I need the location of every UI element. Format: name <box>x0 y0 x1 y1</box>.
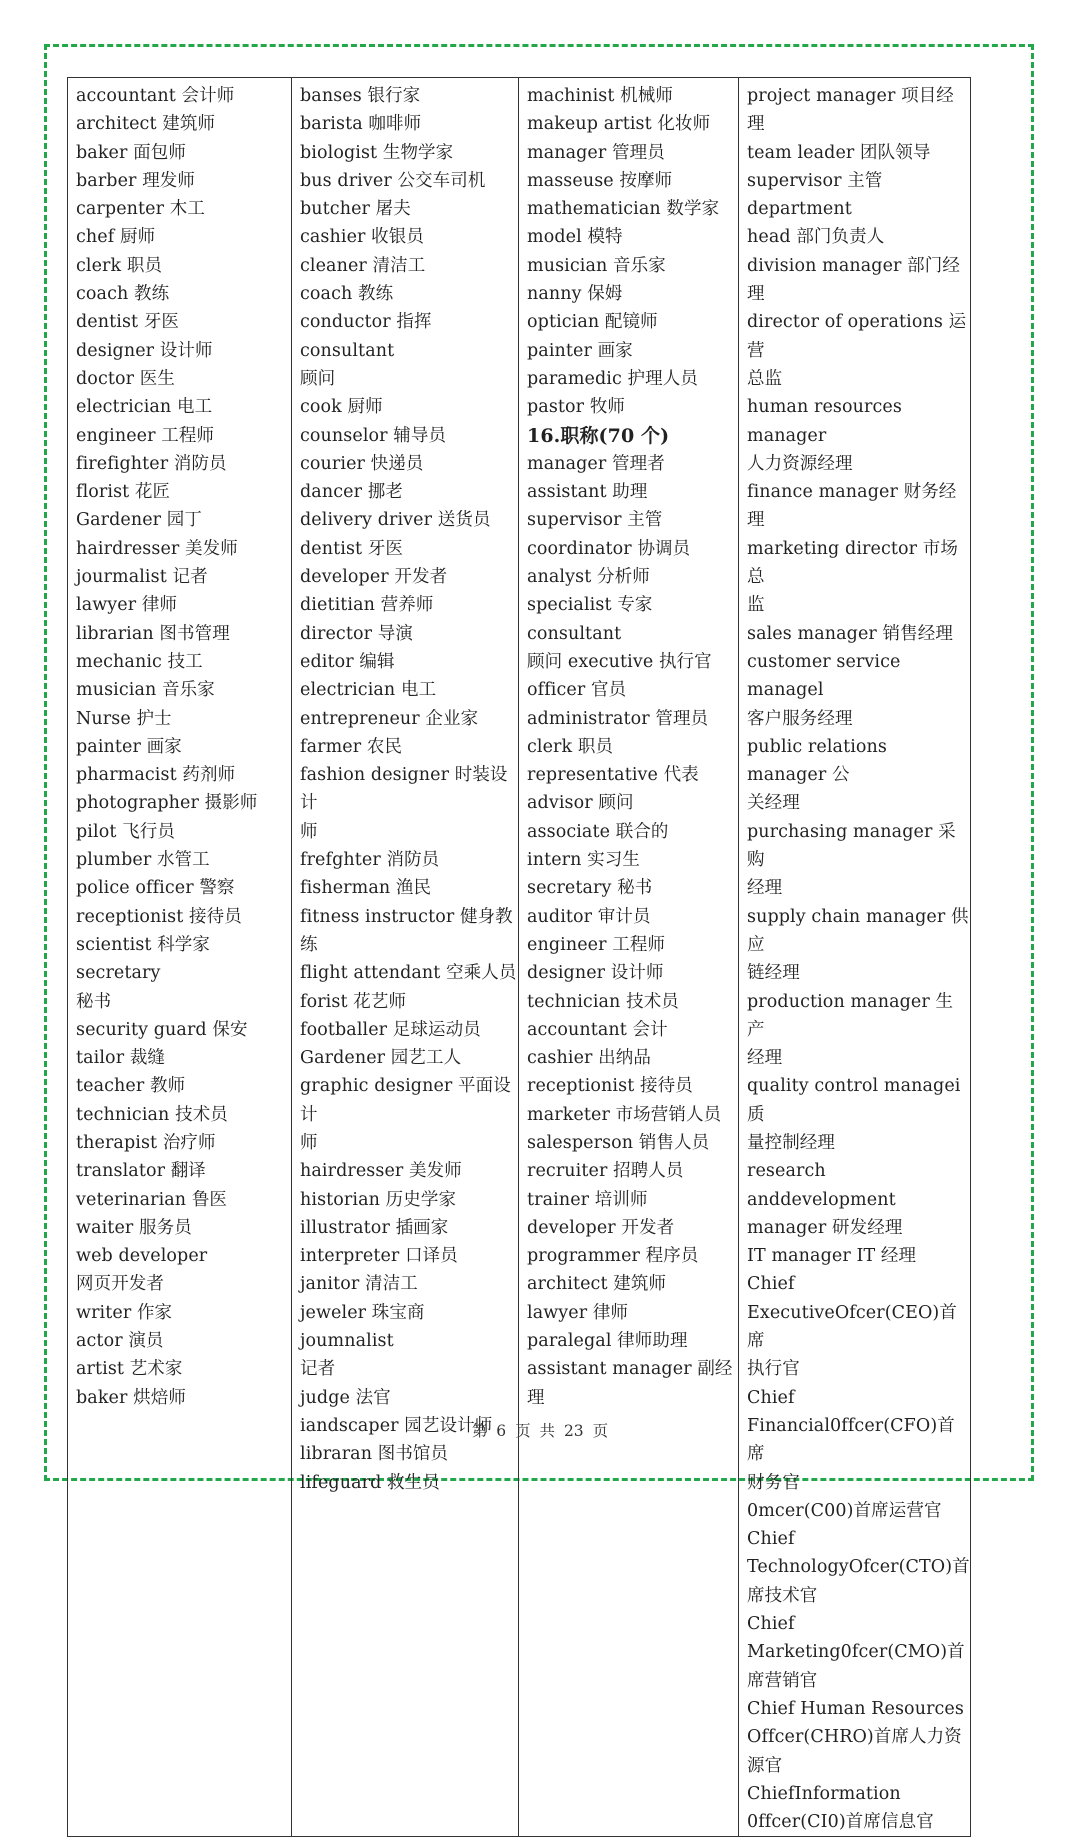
vocab-entry: counselor 辅导员 <box>300 425 447 446</box>
vocab-entry: IT manager IT 经理 <box>747 1246 917 1267</box>
vocab-entry: architect 建筑师 <box>76 114 216 135</box>
vocab-entry: receptionist 接待员 <box>527 1076 693 1097</box>
vocab-entry: 理 <box>747 284 765 305</box>
vocab-entry: supply chain manager 供应 <box>747 906 969 955</box>
vocab-entry: officer 官员 <box>527 680 627 701</box>
page-number-footer: 第 6 页 共 23 页 <box>471 1422 609 1440</box>
vocab-entry: research anddevelopment <box>747 1161 896 1210</box>
vocab-entry: 源官 <box>747 1755 783 1776</box>
vocab-entry: programmer 程序员 <box>527 1246 699 1267</box>
vocab-entry: veterinarian 鲁医 <box>76 1189 228 1210</box>
vocab-entry: iandscaper 园艺设计师 <box>300 1415 493 1436</box>
vocab-entry: paramedic 护理人员 <box>527 368 698 389</box>
vocab-entry: director of operations 运营 <box>747 312 967 361</box>
vocab-entry: baker 烘焙师 <box>76 1387 186 1408</box>
vocab-entry: auditor 审计员 <box>527 906 651 927</box>
vocab-entry: sales manager 销售经理 <box>747 623 953 644</box>
vocab-entry: receptionist 接待员 <box>76 906 242 927</box>
vocab-entry: barber 理发师 <box>76 170 195 191</box>
vocab-entry: farmer 农民 <box>300 736 403 757</box>
vocab-entry: machinist 机械师 <box>527 86 673 106</box>
vocab-entry: secretary 秘书 <box>527 878 653 899</box>
vocab-entry: bus driver 公交车司机 <box>300 170 486 191</box>
vocab-entry: painter 画家 <box>527 340 633 361</box>
vocab-entry: butcher 屠夫 <box>300 199 411 220</box>
vocab-entry: marketing director 市场总 <box>747 538 958 588</box>
vocab-entry: customer service managel <box>747 651 907 701</box>
vocab-entry: advisor 顾问 <box>527 793 634 814</box>
vocab-entry: 人力资源经理 <box>747 453 853 474</box>
vocab-entry: manager 研发经理 <box>747 1217 903 1238</box>
vocab-entry: intern 实习生 <box>527 850 640 871</box>
vocab-entry: pastor 牧师 <box>527 397 626 418</box>
vocab-entry: footballer 足球运动员 <box>300 1019 481 1040</box>
vocab-entry: quality control managei 质 <box>747 1076 967 1125</box>
vocab-entry: developer 开发者 <box>527 1217 675 1238</box>
vocab-entry: cook 厨师 <box>300 397 383 418</box>
vocab-entry: 量控制经理 <box>747 1132 835 1153</box>
vocab-entry: 关经理 <box>747 793 800 814</box>
vocab-entry: finance manager 财务经理 <box>747 482 957 531</box>
vocab-entry: accountant 会计 <box>527 1019 668 1040</box>
vocab-entry: Chief <box>747 1274 795 1295</box>
vocab-entry: manager 管理者 <box>527 453 665 474</box>
vocab-entry: cashier 出纳品 <box>527 1048 651 1069</box>
vocab-entry: carpenter 木工 <box>76 199 205 220</box>
vocab-entry: dietitian 营养师 <box>300 595 434 616</box>
vocab-entry: Financial0ffcer(CFO)首席 <box>747 1415 955 1465</box>
vocab-entry: web developer <box>76 1246 208 1267</box>
vocab-entry: flight attendant 空乘人员 <box>300 963 517 984</box>
vocab-entry: historian 历史学家 <box>300 1189 457 1210</box>
vocab-entry: trainer 培训师 <box>527 1189 648 1210</box>
vocab-entry: banses 银行家 <box>300 86 421 106</box>
vocab-entry: purchasing manager 采购 <box>747 821 956 871</box>
vocab-entry: interpreter 口译员 <box>300 1246 458 1267</box>
vocab-entry: assistant manager 副经理 <box>527 1359 733 1408</box>
vocab-entry: clerk 职员 <box>76 255 163 276</box>
vocab-entry: 师 <box>300 821 318 842</box>
vocab-entry: 秘书 <box>76 991 112 1012</box>
vocab-entry: recruiter 招聘人员 <box>527 1161 684 1182</box>
vocab-entry: engineer 工程师 <box>76 425 215 446</box>
vocab-entry: baker 面包师 <box>76 142 186 163</box>
vocab-entry: assistant 助理 <box>527 482 648 503</box>
column-jobs-2 <box>292 78 519 1837</box>
vocab-entry: waiter 服务员 <box>76 1217 192 1238</box>
vocab-entry: 席营销官 <box>747 1670 818 1691</box>
vocab-entry: 执行官 <box>747 1359 800 1380</box>
vocab-entry: 师 <box>300 1132 318 1153</box>
vocab-entry: clerk 职员 <box>527 736 614 757</box>
vocab-entry: entrepreneur 企业家 <box>300 708 479 729</box>
vocab-entry: 客户服务经理 <box>747 708 853 729</box>
vocab-entry: janitor 清洁工 <box>300 1274 418 1295</box>
vocab-entry: TechnologyOfcer(CTO)首 <box>747 1557 970 1578</box>
vocab-entry: firefighter 消防员 <box>76 453 227 474</box>
vocab-entry: division manager 部门经 <box>747 255 960 276</box>
vocab-entry: actor 演员 <box>76 1331 164 1352</box>
column-jobs-3 <box>519 78 739 1837</box>
vocab-entry: administrator 管理员 <box>527 708 709 729</box>
vocab-entry: hairdresser 美发师 <box>76 538 238 559</box>
vocab-entry: 监 <box>747 595 765 616</box>
vocab-entry: Nurse 护士 <box>76 708 172 729</box>
vocab-entry: 链经理 <box>747 963 800 984</box>
vocab-entry: electrician 电工 <box>76 397 213 418</box>
vocab-entry: ChiefInformation <box>747 1783 901 1804</box>
vocab-entry: judge 法官 <box>300 1387 391 1408</box>
vocab-entry: 财务官 <box>747 1472 800 1493</box>
vocab-entry: project manager 项目经理 <box>747 86 954 135</box>
vocab-entry: designer 设计师 <box>76 340 213 361</box>
vocab-entry: fitness instructor 健身教 <box>300 906 513 927</box>
vocab-entry: security guard 保安 <box>76 1019 248 1040</box>
table-row <box>68 78 971 1837</box>
vocab-entry: architect 建筑师 <box>527 1274 667 1295</box>
vocab-entry: analyst 分析师 <box>527 567 650 588</box>
vocab-entry: mathematician 数学家 <box>527 199 720 220</box>
vocab-entry: 经理 <box>747 878 783 899</box>
vocab-entry: Offcer(CHRO)首席人力资 <box>747 1727 962 1748</box>
vocab-entry: police officer 警察 <box>76 878 235 899</box>
vocab-entry: conductor 指挥 consultant <box>300 312 438 361</box>
vocab-entry: representative 代表 <box>527 765 699 786</box>
vocab-entry: technician 技术员 <box>76 1104 228 1125</box>
vocab-entry: Chief Human Resources <box>747 1698 964 1719</box>
vocab-entry: frefghter 消防员 <box>300 850 440 871</box>
vocab-entry: masseuse 按摩师 <box>527 170 673 191</box>
column-titles <box>739 78 971 1837</box>
vocab-entry: lifeguard 救生员 <box>300 1472 440 1493</box>
vocab-entry: chef 厨师 <box>76 227 156 248</box>
vocab-entry: lawyer 律师 <box>76 595 178 616</box>
vocab-entry: 席技术官 <box>747 1585 818 1606</box>
vocab-entry: optician 配镜师 <box>527 312 658 333</box>
vocab-entry: dentist 牙医 <box>300 538 404 559</box>
vocab-entry: 练 <box>300 934 318 955</box>
vocab-entry: photographer 摄影师 <box>76 793 258 814</box>
vocab-entry: cleaner 清洁工 <box>300 255 426 276</box>
vocab-entry: Marketing0fcer(CMO)首 <box>747 1642 965 1663</box>
vocab-entry: ExecutiveOfcer(CEO)首席 <box>747 1302 957 1352</box>
vocab-entry: artist 艺术家 <box>76 1359 183 1380</box>
vocab-entry: mechanic 技工 <box>76 651 203 672</box>
vocab-entry: editor 编辑 <box>300 651 395 672</box>
vocab-entry: Chief <box>747 1387 795 1408</box>
vocab-entry: director 导演 <box>300 623 413 644</box>
vocab-entry: forist 花艺师 <box>300 991 407 1012</box>
vocab-entry: teacher 教师 <box>76 1076 186 1097</box>
vocab-entry: nanny 保姆 <box>527 284 623 305</box>
vocab-entry: dentist 牙医 <box>76 312 180 333</box>
vocab-entry: 0ffcer(CI0)首席信息官 <box>747 1812 934 1833</box>
column-jobs-1 <box>68 78 292 1837</box>
vocab-entry: librarian 图书管理 <box>76 623 230 644</box>
vocab-entry: translator 翻译 <box>76 1161 206 1182</box>
vocab-entry: dancer 挪老 <box>300 482 403 503</box>
vocab-entry: libraran 图书馆员 <box>300 1444 449 1465</box>
vocab-entry: marketer 市场营销人员 <box>527 1104 722 1125</box>
vocab-entry: scientist 科学家 secretary <box>76 934 216 984</box>
vocab-entry: fisherman 渔民 <box>300 878 432 899</box>
vocab-entry: 顾问 <box>300 368 336 389</box>
vocab-entry: fashion designer 时装设计 <box>300 765 508 814</box>
vocab-entry: electrician 电工 <box>300 680 437 701</box>
vocab-entry: makeup artist 化妆师 <box>527 114 711 135</box>
vocab-entry: biologist 生物学家 <box>300 142 454 163</box>
vocab-entry: engineer 工程师 <box>527 934 666 955</box>
vocab-entry: illustrator 插画家 <box>300 1217 449 1238</box>
vocab-entry: Gardener 园丁 <box>76 510 202 531</box>
vocabulary-table <box>67 77 971 1837</box>
vocab-entry: musician 音乐家 <box>76 680 215 701</box>
vocab-entry: tailor 裁缝 <box>76 1048 166 1069</box>
vocab-entry: lawyer 律师 <box>527 1302 629 1323</box>
vocab-entry: doctor 医生 <box>76 368 175 389</box>
vocab-entry: specialist 专家 consultant <box>527 595 659 644</box>
vocab-entry: public relations manager 公 <box>747 736 893 786</box>
vocab-entry: writer 作家 <box>76 1302 173 1323</box>
vocab-entry: hairdresser 美发师 <box>300 1161 462 1182</box>
vocab-entry: Chief <box>747 1529 795 1550</box>
vocab-entry: pilot 飞行员 <box>76 821 175 842</box>
vocab-entry: pharmacist 药剂师 <box>76 765 236 786</box>
vocab-entry: jourmalist 记者 <box>76 567 208 588</box>
vocab-entry: barista 咖啡师 <box>300 114 422 135</box>
vocab-entry: 顾问 executive 执行官 <box>527 651 712 672</box>
vocab-entry: coordinator 协调员 <box>527 538 691 559</box>
vocab-entry: delivery driver 送货员 <box>300 510 491 531</box>
vocab-entry: graphic designer 平面设计 <box>300 1076 511 1125</box>
vocab-entry: coach 教练 <box>300 284 394 305</box>
vocab-entry: salesperson 销售人员 <box>527 1132 710 1153</box>
vocab-entry: jeweler 珠宝商 joumnalist <box>300 1302 431 1352</box>
vocab-entry: 记者 <box>300 1359 336 1380</box>
vocab-entry: head 部门负责人 <box>747 227 885 248</box>
section-heading: 16.职称(70 个) <box>527 424 670 447</box>
vocab-entry: courier 快递员 <box>300 453 424 474</box>
vocab-entry: painter 画家 <box>76 736 182 757</box>
vocab-entry: supervisor 主管 <box>527 510 663 531</box>
vocab-entry: model 模特 <box>527 227 623 248</box>
vocab-entry: 经理 <box>747 1048 783 1069</box>
vocab-entry: team leader 团队领导 <box>747 142 931 163</box>
vocab-entry: supervisor 主管 department <box>747 170 889 220</box>
vocab-entry: developer 开发者 <box>300 567 448 588</box>
vocab-entry: manager 管理员 <box>527 142 665 163</box>
vocab-entry: Gardener 园艺工人 <box>300 1048 462 1069</box>
vocab-entry: human resources manager <box>747 397 908 446</box>
vocab-entry: paralegal 律师助理 <box>527 1331 688 1352</box>
vocab-entry: production manager 生产 <box>747 991 954 1040</box>
vocab-entry: therapist 治疗师 <box>76 1132 216 1153</box>
vocab-entry: designer 设计师 <box>527 963 664 984</box>
vocab-entry: coach 教练 <box>76 284 170 305</box>
vocab-entry: 0mcer(C00)首席运营官 <box>747 1500 942 1521</box>
vocab-entry: accountant 会计师 <box>76 86 235 106</box>
vocab-entry: florist 花匠 <box>76 482 171 503</box>
vocab-entry: 总监 <box>747 368 783 389</box>
vocab-entry: musician 音乐家 <box>527 255 666 276</box>
vocab-entry: associate 联合的 <box>527 821 669 842</box>
vocab-entry: 网页开发者 <box>76 1274 164 1295</box>
vocab-entry: Chief <box>747 1614 795 1635</box>
vocab-entry: cashier 收银员 <box>300 227 424 248</box>
vocab-entry: technician 技术员 <box>527 991 679 1012</box>
vocab-entry: plumber 水管工 <box>76 850 210 871</box>
